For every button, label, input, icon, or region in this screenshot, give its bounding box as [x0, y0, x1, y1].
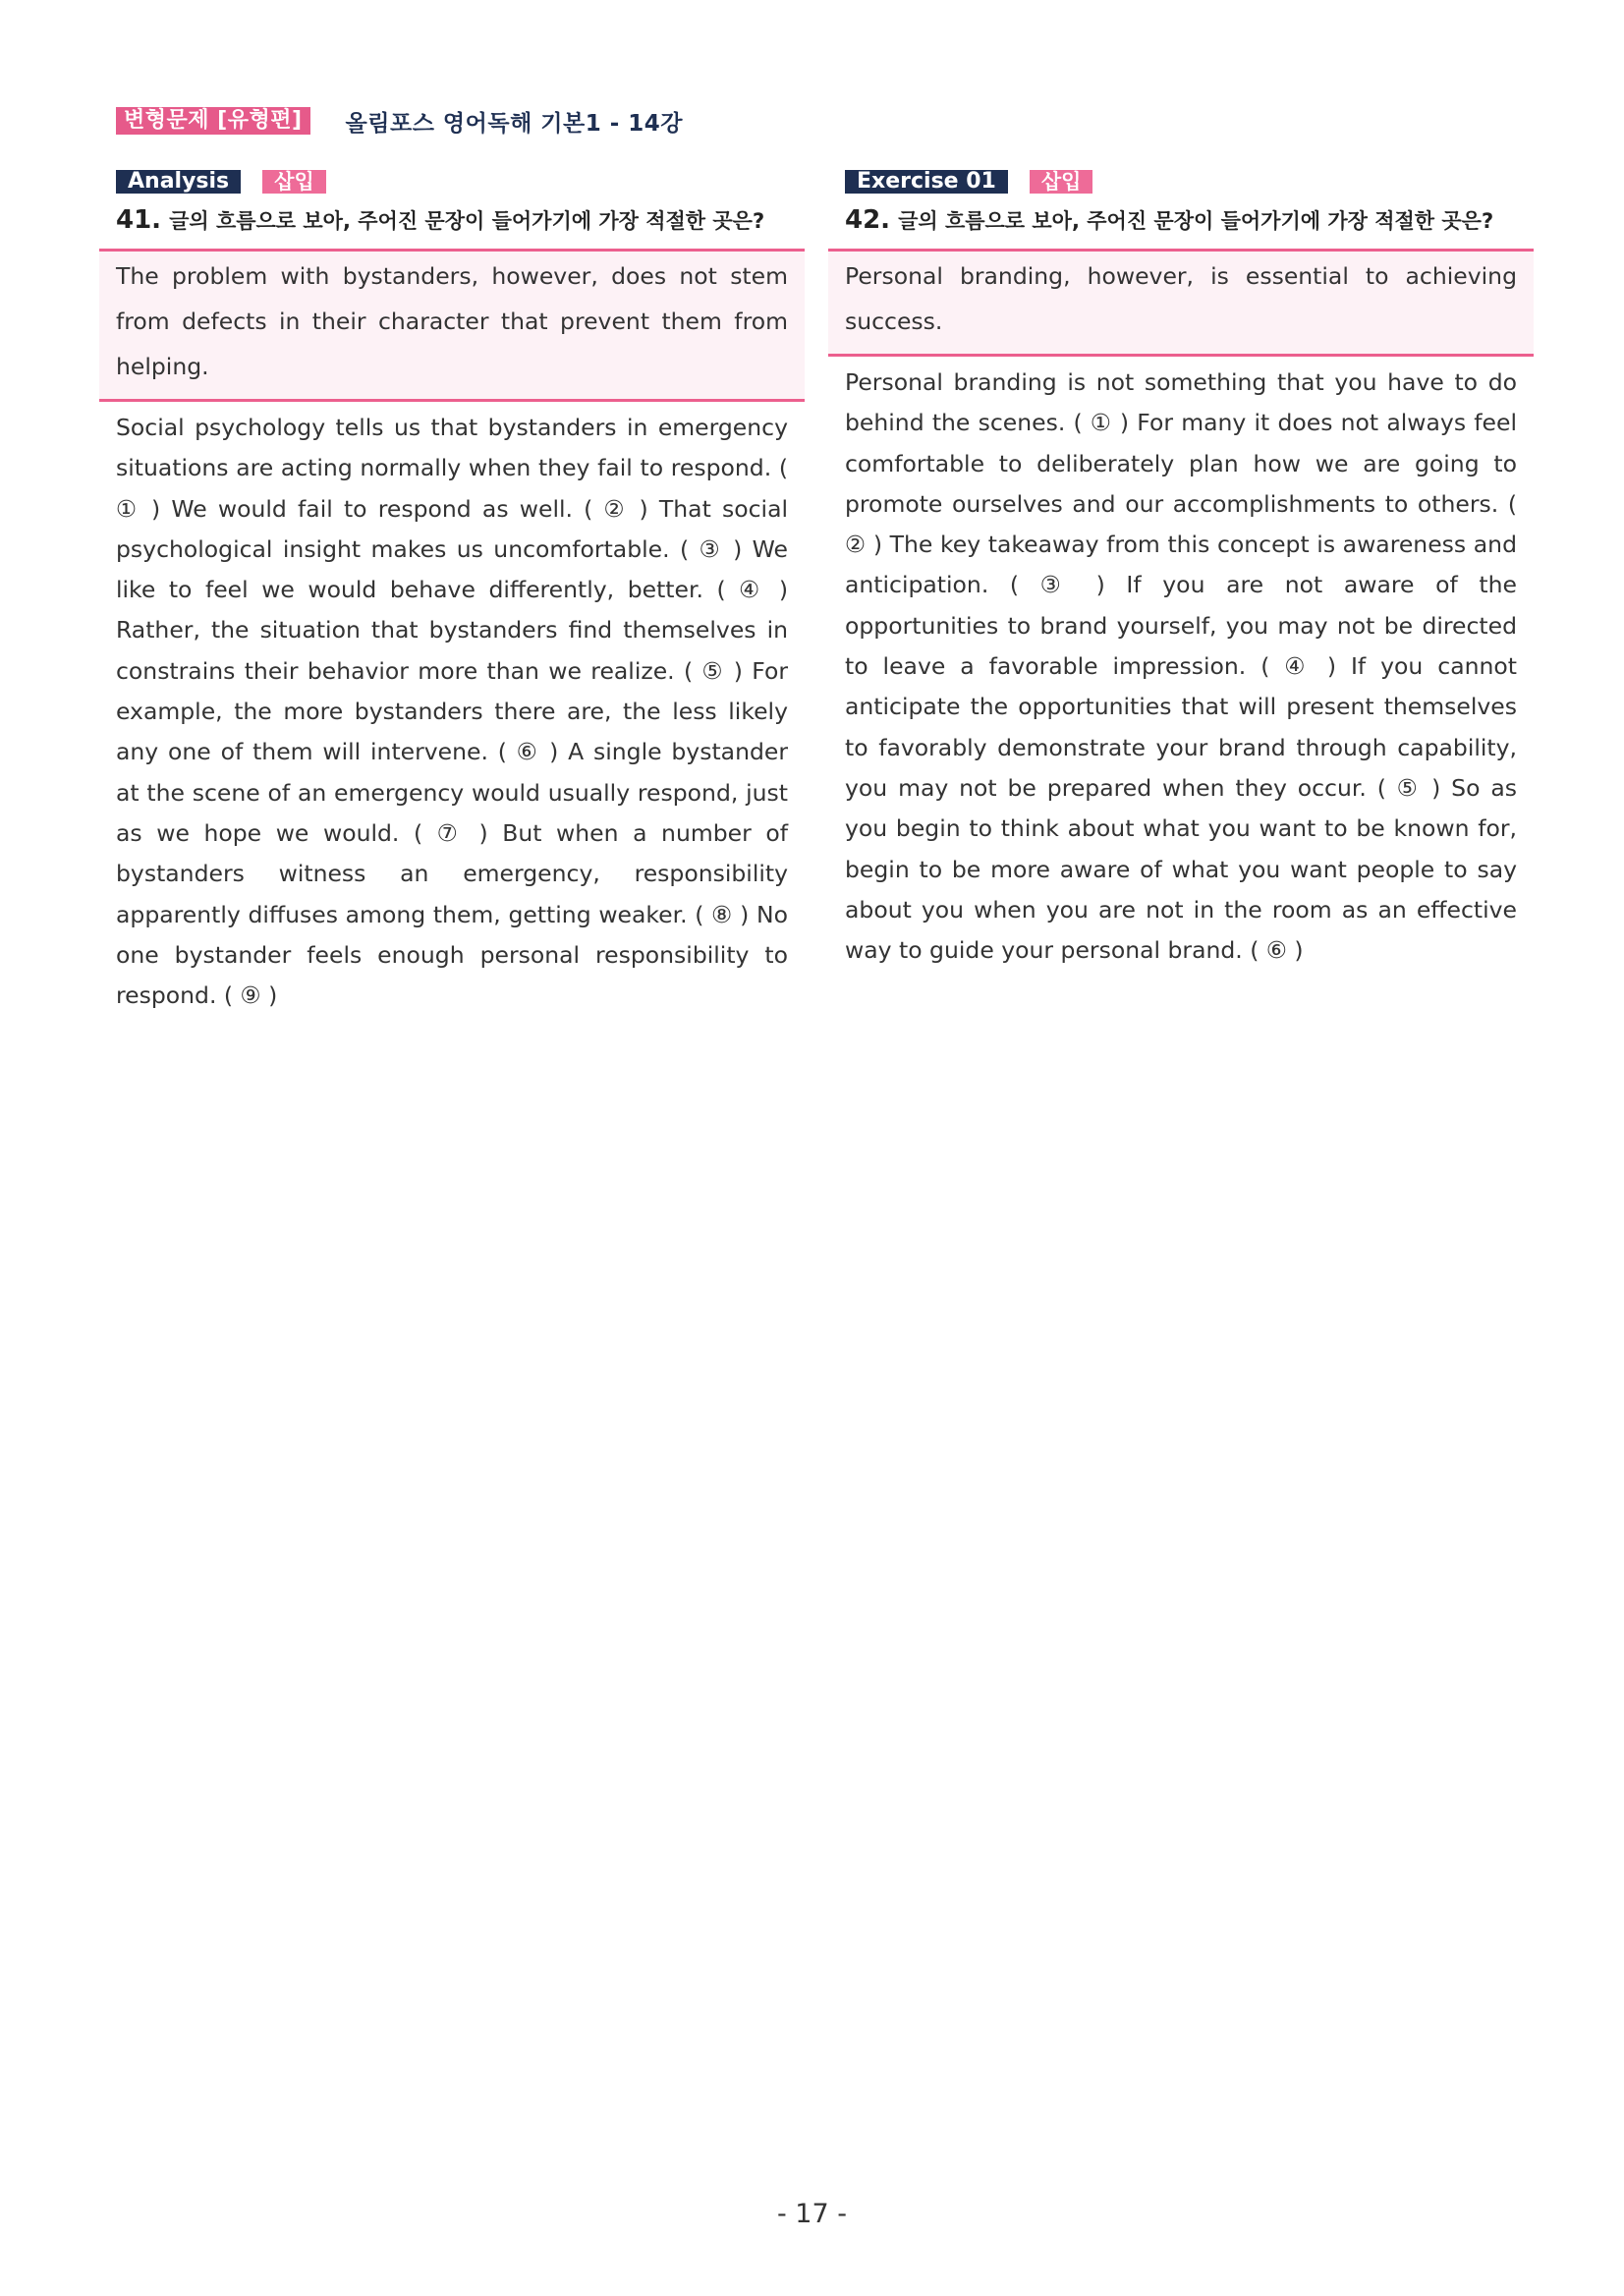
exercise-tag: Exercise 01: [845, 170, 1008, 194]
header-badge: 변형문제 [유형편]: [116, 107, 310, 135]
analysis-tag-row: [116, 169, 805, 195]
given-sentence-box: [828, 249, 1534, 357]
exercise-column: [828, 169, 1534, 971]
given-sentence-box: [99, 249, 805, 402]
question-text: 글의 흐름으로 보아, 주어진 문장이 들어가기에 가장 적절한 곳은?: [898, 209, 1494, 233]
exercise-tag-row: [845, 169, 1534, 195]
passage-text: Personal branding is not something that you have to do behind the scenes. ( ① ) For many it does not always feel comfortable to deliberately plan how we are going to promote ourselves and our accomplishments to others. ( ② ) The key takeaway from this concept is awareness and anticipation. ( ③ ) If you are not aware of the opportunities to brand yourself, you may not be directed to leave a favorable impression. ( ④ ) If you cannot anticipate the opportunities that will present themselves to favorably demonstrate your brand through capability, you may not be prepared when they occur. ( ⑤ ) So as you begin to think about what you want to be known for, begin to be more aware of what you want people to say about you when you are not in the room as an effective way to guide your personal brand. ( ⑥ ): [845, 368, 1517, 965]
question-42: [845, 202, 1513, 239]
analysis-column: [99, 169, 805, 1016]
exercise-type-tag: 삽입: [1030, 170, 1093, 194]
analysis-tag: Analysis: [116, 170, 241, 194]
analysis-type-tag: 삽입: [262, 170, 326, 194]
question-41: [116, 202, 784, 239]
passage-text: Social psychology tells us that bystanders in emergency situations are acting normally when they fail to respond. ( ① ) We would fail to respond as well. ( ② ) That social psychological insight makes us uncomfortable. ( ③ ) We like to feel we would behave differently, better. ( ④ ) Rather, the situation that bystanders find themselves in constrains their behavior more than we realize. ( ⑤ ) For example, the more bystanders there are, the less likely any one of them will intervene. ( ⑥ ) A single bystander at the scene of an emergency would usually respond, just as we hope we would. ( ⑦ ) But when a number of bystanders witness an emergency, responsibility apparently diffuses among them, getting weaker. ( ⑧ ) No one bystander feels enough personal responsibility to respond. ( ⑨ ): [116, 414, 788, 1010]
question-number: 41.: [116, 205, 162, 235]
given-sentence: Personal branding, however, is essential to achieving success.: [845, 262, 1517, 335]
passage: [116, 408, 788, 1016]
header-title: 올림포스 영어독해 기본1 - 14강: [345, 110, 684, 137]
question-text: 글의 흐름으로 보아, 주어진 문장이 들어가기에 가장 적절한 곳은?: [169, 209, 765, 233]
page-number: - 17 -: [776, 2199, 847, 2229]
given-sentence: The problem with bystanders, however, does not stem from defects in their character that prevent them from helping.: [116, 262, 788, 380]
question-number: 42.: [845, 205, 891, 235]
passage: [845, 363, 1517, 971]
page-header: [116, 106, 683, 136]
